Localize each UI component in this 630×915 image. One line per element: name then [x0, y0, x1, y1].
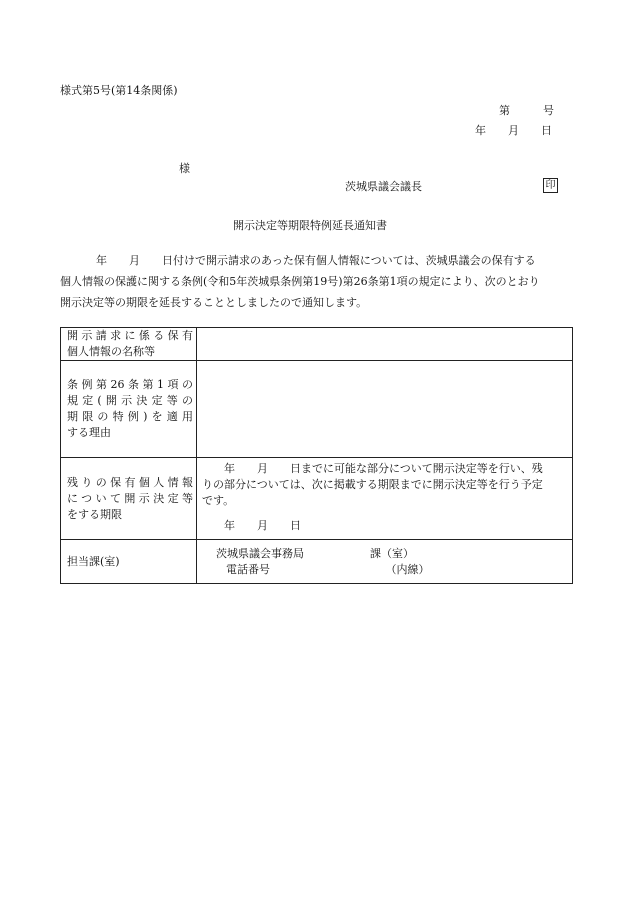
sender-name: 茨城県議会議長	[345, 180, 422, 193]
value-line-text: 年 月 日までに可能な部分について開示決定等を行い、残	[224, 462, 543, 475]
body-paragraph	[60, 250, 572, 313]
row-value-field[interactable]	[197, 540, 573, 584]
table-row	[61, 361, 573, 458]
table-row	[61, 458, 573, 540]
body-line-3: 開示決定等の期限を延長することとしましたので通知します。	[60, 296, 368, 309]
label-line: 担当課(室)	[67, 554, 120, 568]
row-value-field[interactable]	[197, 361, 573, 458]
value-line	[202, 562, 567, 578]
seal-mark: 印	[543, 178, 558, 193]
document-title: 開示決定等期限特例延長通知書	[233, 219, 387, 232]
body-line-1	[60, 250, 572, 271]
label-line: 開示請求に係る保有	[67, 329, 193, 342]
label-line: をする期限	[67, 507, 122, 521]
row-value-field[interactable]	[197, 458, 573, 540]
row-label	[61, 458, 197, 540]
row-label	[61, 361, 197, 458]
body-line-2: 個人情報の保護に関する条例(令和5年茨城県条例第19号)第26条第1項の規定により、次のとおり	[60, 275, 540, 288]
document-number-label: 第 号	[499, 104, 554, 117]
body-line-1-text: 年 月 日付けで開示請求のあった保有個人情報については、茨城県議会の保有する	[96, 254, 536, 267]
label-line: 規定(開示決定等の	[67, 394, 193, 407]
label-line: する理由	[67, 426, 111, 439]
form-table	[60, 327, 573, 584]
label-line: 残りの保有個人情報	[67, 475, 193, 489]
value-line: です。	[202, 494, 235, 507]
date-label: 年 月 日	[475, 124, 552, 137]
value-line-text: 茨城県議会事務局 課（室）	[216, 546, 414, 560]
value-line	[202, 546, 567, 562]
value-line	[202, 518, 567, 534]
value-line-text: 電話番号 （内線）	[226, 562, 430, 576]
value-line: りの部分については、次に掲載する期限までに開示決定等を行う予定	[202, 478, 543, 491]
label-line: 期限の特例)を適用	[67, 410, 193, 423]
label-line: 個人情報の名称等	[67, 345, 155, 358]
addressee-honorific: 様	[179, 162, 190, 175]
row-label	[61, 540, 197, 584]
value-line	[202, 461, 567, 477]
label-line: 条例第26条第1項の	[67, 378, 193, 391]
row-value-field[interactable]	[197, 328, 573, 361]
form-number: 様式第5号(第14条関係)	[60, 84, 178, 97]
label-line: について開示決定等	[67, 491, 193, 505]
table-row	[61, 328, 573, 361]
row-label	[61, 328, 197, 361]
value-line-text: 年 月 日	[224, 519, 301, 532]
table-row	[61, 540, 573, 584]
